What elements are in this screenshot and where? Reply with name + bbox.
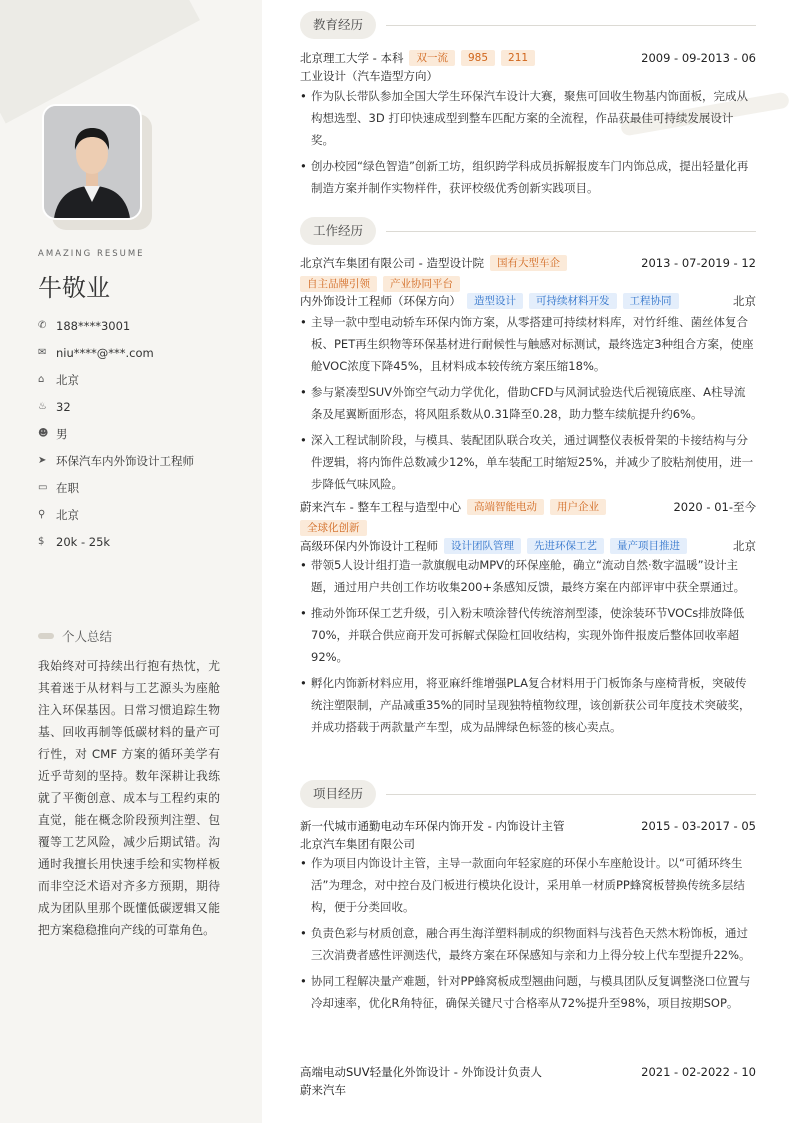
info-text: 北京 bbox=[56, 507, 79, 522]
section-header-education bbox=[300, 11, 756, 39]
skill-tag: 造型设计 bbox=[467, 293, 523, 309]
phone-icon: ✆ bbox=[38, 320, 47, 331]
divider bbox=[386, 25, 756, 26]
work-tags-row bbox=[300, 518, 756, 537]
avatar bbox=[42, 104, 142, 220]
education-bullets bbox=[300, 85, 756, 199]
work-bullets bbox=[300, 311, 756, 495]
list-item: • 深入工程试制阶段，与模具、装配团队联合攻关，通过调整仪表板骨架的卡接结构与分件逻辑，将内饰件总数减少12%，单车装配工时缩短25%，并减少了胶粘剂使用，进一步降低气味风险。 bbox=[300, 429, 756, 495]
location-icon: ⚲ bbox=[38, 509, 46, 520]
info-text: 男 bbox=[56, 426, 68, 441]
work-role-row bbox=[300, 536, 756, 555]
skill-tag: 设计团队管理 bbox=[444, 538, 521, 554]
info-target-role bbox=[38, 447, 194, 474]
work-date: 2013 - 07-2019 - 12 bbox=[641, 255, 756, 270]
project-header-row bbox=[300, 1062, 756, 1081]
company-name: 蔚来汽车 - 整车工程与造型中心 bbox=[300, 499, 461, 514]
info-text: 北京 bbox=[56, 372, 79, 387]
major-row bbox=[300, 66, 756, 85]
list-item: • 带领5人设计组打造一款旗舰电动MPV的环保座舱，确立“流动自然·数字温暖”设计主题，通过用户共创工作坊收集200+条感知反馈，最终方案在内部评审中获全票通过。 bbox=[300, 554, 756, 598]
company-tag: 国有大型车企 bbox=[490, 255, 567, 271]
info-salary bbox=[38, 528, 194, 555]
summary-title: 个人总结 bbox=[62, 629, 113, 644]
info-text: 在职 bbox=[56, 480, 79, 495]
divider bbox=[386, 231, 756, 232]
education-date: 2009 - 09-2013 - 06 bbox=[641, 50, 756, 65]
info-text: niu****@***.com bbox=[56, 345, 154, 360]
section-header-project bbox=[300, 780, 756, 808]
person-portrait-icon bbox=[44, 106, 140, 218]
section-title: 工作经历 bbox=[300, 217, 376, 245]
project-header-row bbox=[300, 816, 756, 835]
job-city: 北京 bbox=[733, 538, 756, 553]
section-header-work bbox=[300, 217, 756, 245]
list-item: • 负责色彩与材质创意，融合再生海洋塑料制成的织物面料与浅苔色天然木粉饰板，通过三次消费者感性评测迭代，最终方案在环保感知与亲和力上得分较上代车型提升22%。 bbox=[300, 922, 756, 966]
list-item: • 参与紧凑型SUV外饰空气动力学优化，借助CFD与风洞试验迭代后视镜底座、A柱导流条及尾翼断面形态，将风阻系数从0.31降至0.28，助力整车续航提升约6%。 bbox=[300, 381, 756, 425]
skill-tag: 可持续材料开发 bbox=[529, 293, 617, 309]
school-tag: 双一流 bbox=[409, 50, 455, 66]
job-city: 北京 bbox=[733, 293, 756, 308]
company-tag: 产业协同平台 bbox=[383, 276, 460, 292]
list-item: • 主导一款中型电动轿车环保内饰方案，从零搭建可持续材料库，对竹纤维、菌丝体复合板、PET再生织物等环保基材进行耐候性与触感对标测试，最终选定3种组合方案，使座舱VOC浓度下降45%，且材料成本较传统方案压缩18%。 bbox=[300, 311, 756, 377]
work-role-row bbox=[300, 291, 756, 310]
work-bullets bbox=[300, 554, 756, 738]
company-tag: 自主品牌引领 bbox=[300, 276, 377, 292]
list-item: • 作为项目内饰设计主管，主导一款面向年轻家庭的环保小车座舱设计。以“可循环终生活”为理念，对中控台及门板进行模块化设计，采用单一材质PP蜂窝板替换传统多层结构，便于分类回收。 bbox=[300, 852, 756, 918]
major: 工业设计（汽车造型方向） bbox=[300, 68, 438, 83]
home-icon: ⌂ bbox=[38, 374, 45, 385]
project-bullets bbox=[300, 852, 756, 1014]
info-phone bbox=[38, 312, 194, 339]
info-email bbox=[38, 339, 194, 366]
job-role: 高级环保内外饰设计工程师 bbox=[300, 538, 438, 553]
divider bbox=[386, 794, 756, 795]
list-item: • 创办校园“绿色智造”创新工坊，组织跨学科成员拆解报废车门内饰总成，提出轻量化再制造方案并制作实物样件，获评校级优秀创新实践项目。 bbox=[300, 155, 756, 199]
send-icon: ➤ bbox=[38, 455, 47, 466]
tagline: AMAZING RESUME bbox=[38, 249, 145, 259]
school-tag: 211 bbox=[501, 50, 535, 66]
list-item: • 协同工程解决量产难题，针对PP蜂窝板成型翘曲问题，与模具团队反复调整浇口位置与冷却速率，优化R角特征，确保关键尺寸合格率从72%提升至98%，项目按期SOP。 bbox=[300, 970, 756, 1014]
summary-heading bbox=[38, 627, 112, 645]
company-tag: 用户企业 bbox=[550, 499, 606, 515]
company-name: 北京汽车集团有限公司 - 造型设计院 bbox=[300, 255, 484, 270]
info-text: 188****3001 bbox=[56, 318, 131, 333]
info-text: 20k - 25k bbox=[56, 534, 111, 549]
info-status bbox=[38, 474, 194, 501]
info-location bbox=[38, 501, 194, 528]
school-tag: 985 bbox=[461, 50, 495, 66]
avatar-photo bbox=[42, 104, 142, 220]
company-tag: 高端智能电动 bbox=[467, 499, 544, 515]
work-date: 2020 - 01-至今 bbox=[673, 499, 756, 514]
salary-icon: $ bbox=[38, 536, 45, 547]
project-title: 高端电动SUV轻量化外饰设计 - 外饰设计负责人 bbox=[300, 1064, 543, 1079]
skill-tag: 工程协同 bbox=[623, 293, 679, 309]
candidate-name: 牛敬业 bbox=[38, 274, 110, 302]
section-title: 项目经历 bbox=[300, 780, 376, 808]
project-org-row bbox=[300, 834, 756, 853]
project-title: 新一代城市通勤电动车环保内饰开发 - 内饰设计主管 bbox=[300, 818, 565, 833]
info-age bbox=[38, 393, 194, 420]
list-item: • 孵化内饰新材料应用，将亚麻纤维增强PLA复合材料用于门板饰条与座椅背板，突破传统注塑限制，产品减重35%的同时呈现独特植物纹理，该创新获公司年度技术突破奖，并成功搭载于两款量产车型，成为品牌绿色标签的核心卖点。 bbox=[300, 672, 756, 738]
heading-bar bbox=[38, 633, 54, 639]
info-home bbox=[38, 366, 194, 393]
skill-tag: 量产项目推进 bbox=[610, 538, 687, 554]
gender-icon: ☻ bbox=[38, 428, 49, 439]
education-header-row bbox=[300, 48, 756, 67]
project-date: 2021 - 02-2022 - 10 bbox=[641, 1064, 756, 1079]
work-header-row bbox=[300, 497, 756, 516]
list-item: • 推动外饰环保工艺升级，引入粉末喷涂替代传统溶剂型漆，使涂装环节VOCs排放降低70%，并联合供应商开发可拆解式保险杠回收结构，实现外饰件报废后整体回收率超92%。 bbox=[300, 602, 756, 668]
job-role: 内外饰设计工程师（环保方向） bbox=[300, 293, 461, 308]
list-item: • 作为队长带队参加全国大学生环保汽车设计大赛，聚焦可回收生物基内饰面板，完成从构想选型、3D 打印快速成型到整车匹配方案的全流程，作品获最佳可持续发展设计奖。 bbox=[300, 85, 756, 151]
summary-text: 我始终对可持续出行抱有热忱，尤其着迷于从材料与工艺源头为座舱注入环保基因。日常习惯追踪生物基、回收再制等低碳材料的量产可行性，对 CMF 方案的循环美学有近乎苛刻的坚持。数年深耕让我练就了平衡创意、成本与工程约束的直觉，能在概念阶段预判注塑、包覆等工艺风险，减少后期试错。沟通时我擅长用快速手绘和实物样板而非空泛术语对齐多方预期，期待成为团队里那个既懂低碳逻辑又能把方案稳稳推向产线的可靠角色。 bbox=[38, 659, 220, 937]
work-header-row bbox=[300, 253, 756, 272]
project-date: 2015 - 03-2017 - 05 bbox=[641, 818, 756, 833]
cake-icon: ♨ bbox=[38, 401, 47, 412]
project-org: 蔚来汽车 bbox=[300, 1082, 346, 1097]
project-org-row bbox=[300, 1080, 756, 1099]
school-name: 北京理工大学 - 本科 bbox=[300, 50, 404, 65]
info-text: 环保汽车内外饰设计工程师 bbox=[56, 453, 194, 468]
company-tag: 全球化创新 bbox=[300, 520, 367, 536]
skill-tag: 先进环保工艺 bbox=[527, 538, 604, 554]
section-title: 教育经历 bbox=[300, 11, 376, 39]
info-text: 32 bbox=[56, 399, 71, 414]
status-icon: ▭ bbox=[38, 482, 48, 493]
contact-info-list bbox=[38, 312, 194, 555]
email-icon: ✉ bbox=[38, 347, 47, 358]
sidebar bbox=[0, 0, 262, 1123]
project-org: 北京汽车集团有限公司 bbox=[300, 836, 415, 851]
info-gender bbox=[38, 420, 194, 447]
